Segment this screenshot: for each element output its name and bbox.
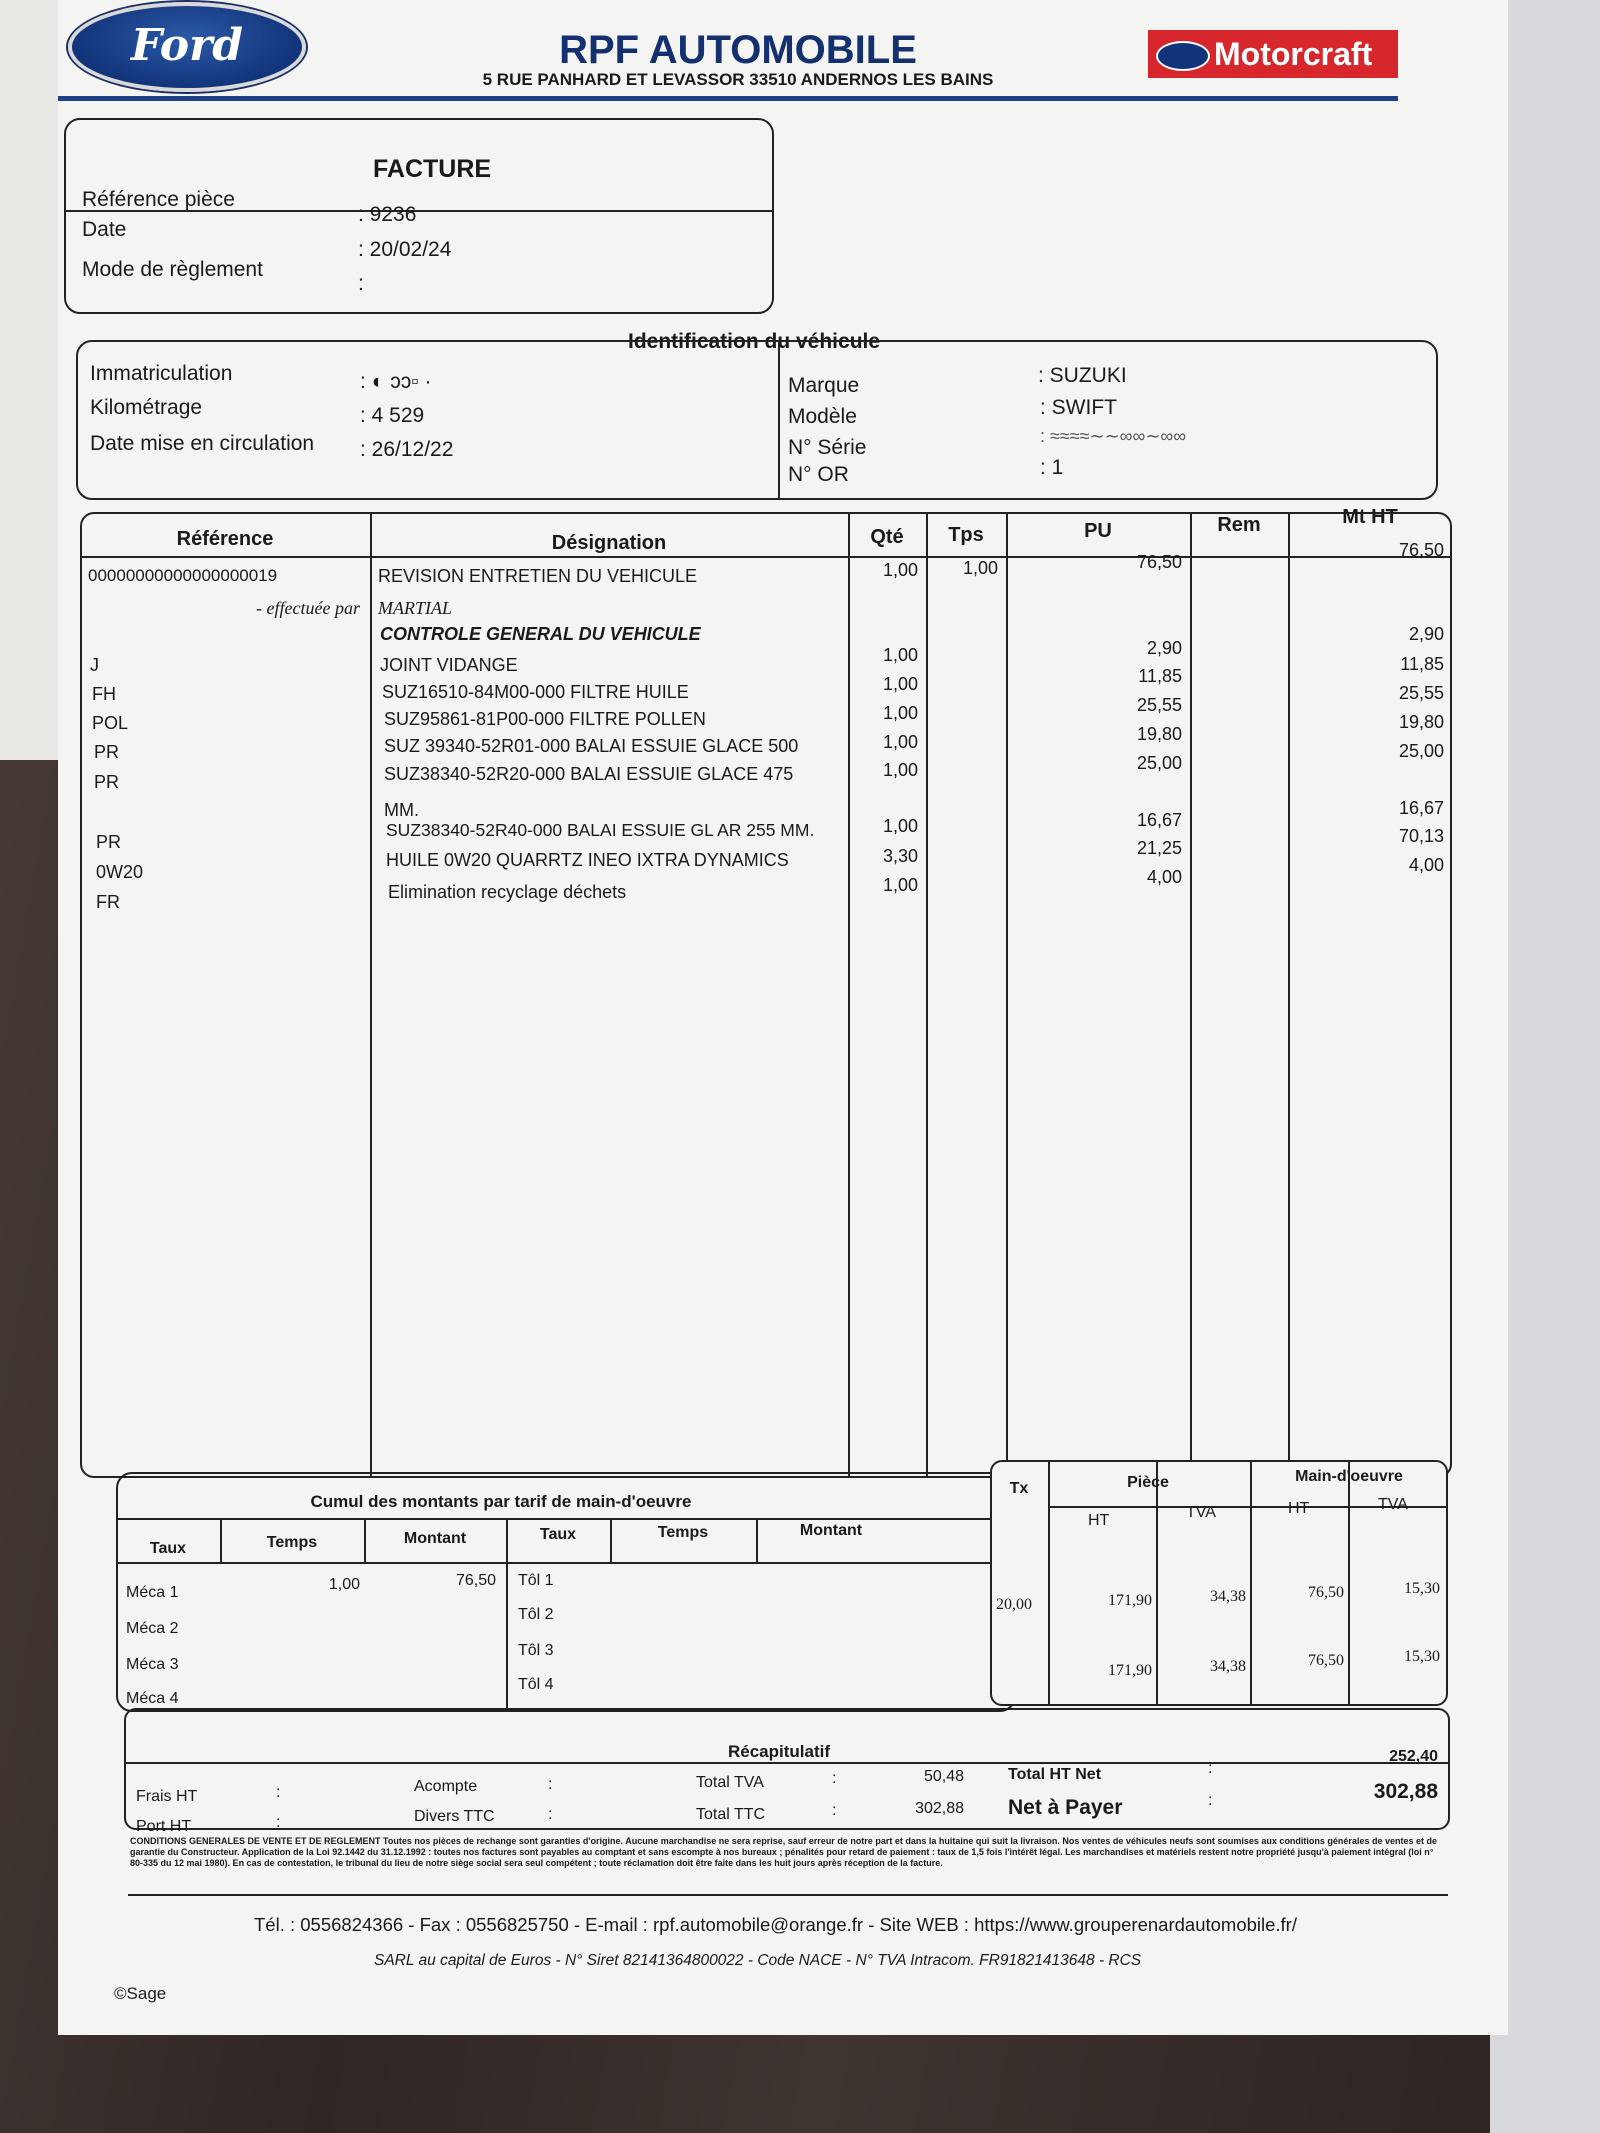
row-unit-price: 25,00 <box>1136 753 1182 773</box>
labour-col-time: Temps <box>657 1524 709 1541</box>
payment-mode: : <box>358 272 364 295</box>
labour-rate-label: Méca 2 <box>126 1620 179 1637</box>
row-amount: 25,00 <box>1398 741 1444 761</box>
parts-ht: 171,90 <box>1108 1592 1152 1609</box>
labour-vat-total: 15,30 <box>1404 1648 1440 1665</box>
labour-col-time: Temps <box>266 1534 318 1551</box>
row-designation: SUZ38340-52R20-000 BALAI ESSUIE GLACE 475 <box>384 764 794 784</box>
row-time: 1,00 <box>962 558 998 578</box>
row-unit-price: 19,80 <box>1136 724 1182 744</box>
row-qty: 1,00 <box>882 875 918 895</box>
software-credit: ©Sage <box>114 1984 167 2003</box>
invoice-page <box>58 0 1508 2035</box>
tax-rate: 20,00 <box>996 1596 1032 1613</box>
row-qty: 1,00 <box>882 645 918 665</box>
col-header-discount: Rem <box>1217 514 1261 536</box>
contact-line: Tél. : 0556824366 - Fax : 0556825750 - E-mail : rpf.automobile@orange.fr - Site WEB : https://www.grouperenardautomobile.fr/ <box>254 1914 1297 1935</box>
labour-amount: 76,50 <box>455 1572 496 1589</box>
row-amount: 4,00 <box>1408 855 1444 875</box>
colon: : <box>832 1802 837 1819</box>
field-label: Modèle <box>788 405 857 428</box>
ford-logo-icon: Ford <box>68 2 306 92</box>
field-label: Marque <box>788 374 860 397</box>
terms-and-conditions: CONDITIONS GENERALES DE VENTE ET DE REGLEMENT Toutes nos pièces de rechange sont garanties d'origine. Aucune marchandise ne sera reprise, sauf erreur de notre part et dans la huitaine qui suit la livraison. Nos ventes de véhicules neufs sont soumises aux conditions générales de ventes et de garantie du Constructeur. Application de la Loi 92.1442 du 31.12.1992 : toutes nos factures sont payables au comptant et sans escompte à nos bureaux ; pénalités pour retard de paiement : taux de 1,5 fois l'intérêt légal. Les marchandises et matériels restent notre propriété jusqu'à paiement intégral (loi n° 80-335 du 12 mai 1980). En cas de contestation, le tribunal du lieu de notre siège social sera seul compétent ; toute réclamation doit être faite dans les huit jours après réception de la facture. <box>130 1836 1437 1868</box>
shipping-ht-label: Port HT <box>136 1818 192 1835</box>
misc-ttc-label: Divers TTC <box>414 1808 495 1825</box>
field-label: N° OR <box>788 463 849 486</box>
row-amount: 2,90 <box>1408 624 1444 644</box>
total-ttc: 302,88 <box>915 1800 964 1817</box>
tax-subheader: HT <box>1088 1512 1110 1529</box>
work-order-number: : 1 <box>1040 456 1064 479</box>
field-label: Référence pièce <box>82 188 235 211</box>
invoice-reference: : 9236 <box>358 203 417 226</box>
row-unit-price: 16,67 <box>1136 810 1182 830</box>
labour-time: 1,00 <box>328 1576 360 1593</box>
row-amount: 11,85 <box>1400 654 1444 674</box>
colon: : <box>548 1776 553 1793</box>
labour-col-amount: Montant <box>403 1530 467 1547</box>
col-header-qty: Qté <box>870 526 904 548</box>
row-designation: MM. <box>384 800 419 820</box>
row-unit-price: 21,25 <box>1136 838 1182 858</box>
row-amount: 25,55 <box>1398 683 1444 703</box>
labour-col-amount: Montant <box>799 1522 863 1539</box>
motorcraft-logo-icon: Motorcraft <box>1148 30 1398 78</box>
colon: : <box>832 1770 837 1787</box>
row-designation: MARTIAL <box>378 598 452 618</box>
field-label: Mode de règlement <box>82 258 263 281</box>
mileage: : 4 529 <box>360 404 425 427</box>
field-label: Date mise en circulation <box>90 432 315 455</box>
row-reference: J <box>90 655 99 675</box>
labour-rate-label: Méca 4 <box>126 1690 179 1707</box>
colon: : <box>1208 1792 1213 1809</box>
recap-title: Récapitulatif <box>728 1742 831 1761</box>
tax-subheader: TVA <box>1186 1504 1216 1521</box>
row-reference: PR <box>94 742 120 762</box>
colon: : <box>1208 1760 1213 1777</box>
total-ht-net: 252,40 <box>1389 1748 1438 1765</box>
total-vat: 50,48 <box>923 1768 964 1785</box>
tax-col-parts: Pièce <box>1127 1474 1169 1491</box>
net-to-pay-label: Net à Payer <box>1008 1796 1123 1819</box>
col-header-reference: Référence <box>176 528 274 550</box>
facture-title: FACTURE <box>373 155 492 183</box>
labour-rate-label: Méca 1 <box>126 1584 179 1601</box>
total-ht-net-label: Total HT Net <box>1008 1766 1102 1783</box>
row-designation: SUZ16510-84M00-000 FILTRE HUILE <box>382 682 689 702</box>
fees-ht-label: Frais HT <box>136 1788 198 1805</box>
labour-rate-label: Méca 3 <box>126 1656 179 1673</box>
row-unit-price: 4,00 <box>1146 867 1182 887</box>
field-label: Kilométrage <box>90 396 203 419</box>
row-unit-price: 25,55 <box>1136 695 1182 715</box>
row-qty: 1,00 <box>882 703 918 723</box>
row-unit-price: 11,85 <box>1138 666 1182 686</box>
net-to-pay: 302,88 <box>1373 1780 1438 1803</box>
vehicle-serial: : ≈≈≈≈∼∼∞∞∼∞∞ <box>1040 426 1187 446</box>
tax-col-rate: Tx <box>1009 1480 1029 1497</box>
row-designation: SUZ95861-81P00-000 FILTRE POLLEN <box>384 709 706 729</box>
row-qty: 1,00 <box>882 560 918 580</box>
tax-col-labour: Main-d'oeuvre <box>1295 1468 1403 1485</box>
col-header-time: Tps <box>948 524 984 546</box>
col-header-designation: Désignation <box>551 532 667 554</box>
deposit-label: Acompte <box>414 1778 478 1795</box>
first-registration-date: : 26/12/22 <box>360 438 454 461</box>
row-qty: 3,30 <box>882 846 918 866</box>
row-qty: 1,00 <box>882 760 918 780</box>
facture-box <box>64 118 774 314</box>
col-header-amount: Mt HT <box>1342 506 1398 528</box>
recap-box <box>124 1708 1450 1830</box>
colon: : <box>276 1814 281 1831</box>
total-vat-label: Total TVA <box>696 1774 764 1791</box>
parts-ht-total: 171,90 <box>1108 1662 1152 1679</box>
bodywork-rate-label: Tôl 4 <box>518 1676 554 1693</box>
labour-vat: 15,30 <box>1404 1580 1440 1597</box>
colon: : <box>548 1806 553 1823</box>
labour-col-rate: Taux <box>149 1540 187 1557</box>
row-reference: POL <box>92 713 129 733</box>
row-designation: CONTROLE GENERAL DU VEHICULE <box>380 624 701 644</box>
row-reference: 00000000000000000019 <box>88 566 278 585</box>
labour-title: Cumul des montants par tarif de main-d'oeuvre <box>310 1492 692 1511</box>
row-qty: 1,00 <box>882 816 918 836</box>
bodywork-rate-label: Tôl 1 <box>518 1572 554 1589</box>
row-reference: FH <box>92 684 116 704</box>
vehicle-model: : SWIFT <box>1040 396 1117 419</box>
vehicle-title: Identification du véhicule <box>628 330 881 353</box>
row-reference: PR <box>94 772 120 792</box>
field-label: Immatriculation <box>90 362 233 385</box>
row-designation: SUZ38340-52R40-000 BALAI ESSUIE GL AR 255 MM. <box>386 820 815 840</box>
shop-address: 5 RUE PANHARD ET LEVASSOR 33510 ANDERNOS LES BAINS <box>482 70 994 89</box>
row-amount: 16,67 <box>1398 798 1444 818</box>
header-divider <box>58 96 1398 101</box>
row-designation: JOINT VIDANGE <box>380 655 518 675</box>
invoice-date: : 20/02/24 <box>358 238 452 261</box>
field-label: N° Série <box>788 436 867 459</box>
row-qty: 1,00 <box>882 732 918 752</box>
total-ttc-label: Total TTC <box>696 1806 766 1823</box>
row-designation: Elimination recyclage déchets <box>388 882 627 902</box>
row-reference: - effectuée par <box>256 598 360 618</box>
row-unit-price: 76,50 <box>1136 552 1182 572</box>
row-designation: HUILE 0W20 QUARRTZ INEO IXTRA DYNAMICS <box>386 850 789 870</box>
row-reference: 0W20 <box>96 862 144 882</box>
labour-ht: 76,50 <box>1308 1584 1344 1601</box>
field-label: Date <box>82 218 127 241</box>
registration: : ◐ ɔɔ▫ · <box>360 370 432 393</box>
tax-subheader: HT <box>1288 1500 1310 1517</box>
row-reference: PR <box>96 832 122 852</box>
lines-table <box>80 512 1452 1478</box>
row-qty: 1,00 <box>882 674 918 694</box>
tax-subheader: TVA <box>1378 1496 1408 1513</box>
labour-ht-total: 76,50 <box>1308 1652 1344 1669</box>
parts-vat-total: 34,38 <box>1210 1658 1246 1675</box>
labour-col-rate: Taux <box>539 1526 577 1543</box>
row-amount: 19,80 <box>1398 712 1444 732</box>
row-designation: REVISION ENTRETIEN DU VEHICULE <box>378 566 698 586</box>
row-designation: SUZ 39340-52R01-000 BALAI ESSUIE GLACE 500 <box>384 736 799 756</box>
row-unit-price: 2,90 <box>1146 638 1182 658</box>
row-reference: FR <box>96 892 120 912</box>
vehicle-brand: : SUZUKI <box>1038 364 1127 387</box>
row-amount: 70,13 <box>1398 826 1444 846</box>
bodywork-rate-label: Tôl 3 <box>518 1642 554 1659</box>
col-header-unit-price: PU <box>1084 520 1112 542</box>
parts-vat: 34,38 <box>1210 1588 1246 1605</box>
row-amount: 76,50 <box>1398 540 1444 560</box>
bodywork-rate-label: Tôl 2 <box>518 1606 554 1623</box>
shop-name: RPF AUTOMOBILE <box>559 28 917 72</box>
colon: : <box>276 1784 281 1801</box>
company-legal-line: SARL au capital de Euros - N° Siret 82141364800022 - Code NACE - N° TVA Intracom. FR91821413648 - RCS <box>374 1952 1142 1969</box>
vehicle-box <box>76 340 1438 500</box>
